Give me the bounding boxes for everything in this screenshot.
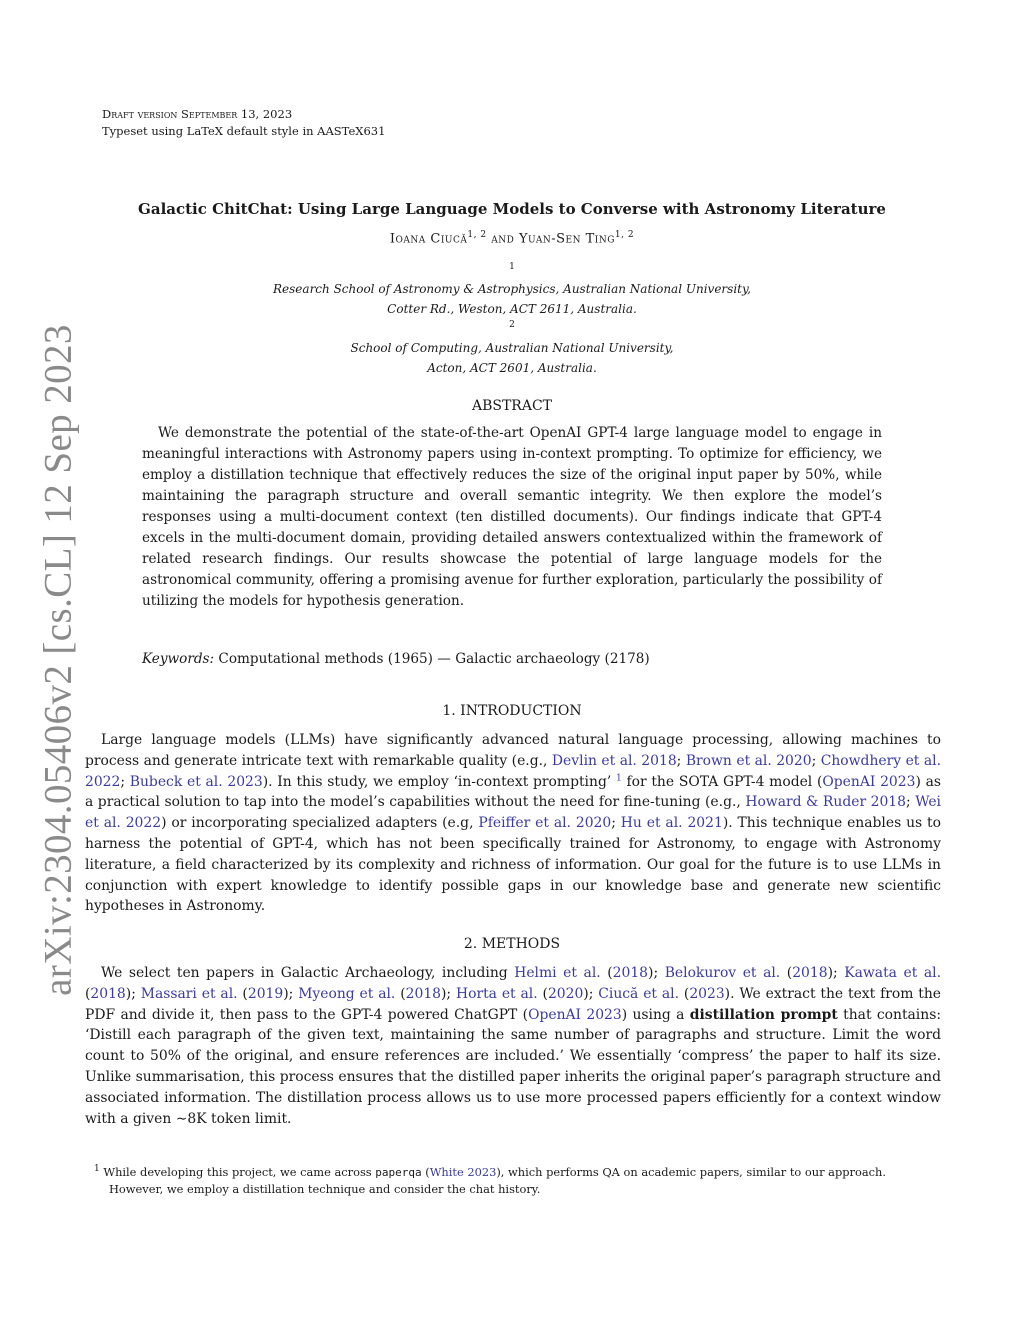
footnote-line: However, we employ a distillation technique and consider the chat history.: [109, 1182, 541, 1196]
citation-year-link[interactable]: 2020: [547, 985, 584, 1002]
keywords-text: Computational methods (1965) — Galactic archaeology (2178): [218, 651, 650, 667]
affiliation-line: Acton, ACT 2601, Australia.: [427, 360, 597, 375]
keywords-label: Keywords:: [142, 651, 215, 667]
citation-link[interactable]: Massari et al.: [140, 985, 238, 1002]
citation-link[interactable]: Myeong et al.: [298, 985, 396, 1002]
citation-link[interactable]: Pfeiffer et al. 2020: [478, 815, 612, 832]
citation-year-link[interactable]: 2018: [612, 965, 649, 981]
section-heading-introduction: 1. INTRODUCTION: [442, 703, 582, 719]
citation-link[interactable]: OpenAI 2023: [822, 773, 916, 790]
citation-link[interactable]: Chowdhery et al. 2022: [85, 752, 941, 790]
arxiv-sidebar-identifier: [36, 300, 80, 1020]
citation-link[interactable]: Ciucă et al.: [598, 985, 680, 1002]
citation-year-link[interactable]: 2018: [792, 965, 828, 981]
footnote-marker[interactable]: 1: [616, 772, 622, 783]
author-affiliation-marks: 1, 2: [467, 230, 487, 240]
footnote-number: 1: [94, 1164, 100, 1175]
author-name: Yuan-Sen Ting: [518, 231, 615, 247]
citation-link[interactable]: Devlin et al. 2018: [551, 752, 677, 769]
arxiv-id-text: arXiv:2304.05406v2 [cs.CL] 12 Sep 2023: [36, 324, 80, 996]
citation-year-link[interactable]: 2018: [90, 985, 126, 1002]
affiliation-number: 2: [509, 320, 515, 330]
citation-link[interactable]: Brown et al. 2020: [685, 752, 812, 769]
citation-link[interactable]: White 2023: [429, 1165, 497, 1179]
affiliation-line: Research School of Astronomy & Astrophysics, Australian National University,: [273, 282, 751, 296]
citation-link[interactable]: OpenAI 2023: [528, 1006, 622, 1023]
affiliation-block: [84, 280, 940, 319]
code-term: paperqa: [375, 1166, 422, 1179]
typeset-line: Typeset using LaTeX default style in AASTeX631: [102, 124, 386, 138]
introduction-paragraph: Large language models (LLMs) have significantly advanced natural language processing, allowing machines to process and generate intricate text with remarkable quality (e.g., Devlin et al. 2018; Brown et al. 2020; Chowdhery et al. 2022; Bubeck et al. 2023). In this study, we employ ‘in-context prompting’ $^1$ for the SOTA GPT-4 model (OpenAI 2023) as a practical solution to tap into the model’s capabilities without the need for fine-tuning (e.g., Howard & Ruder 2018; Wei et al. 2022) or incorporating specialized adapters (e.g, Pfeiffer et al. 2020; Hu et al. 2021). This technique enables us to harness the potential of GPT-4, which has not been specifically trained for Astronomy, to engage with Astronomy literature, a field characterized by its complexity and richness of information. Our goal for the future is to use LLMs in conjunction with expert knowledge to identify possible gaps in our knowledge base and generate new scientific hypotheses in Astronomy.: [85, 732, 942, 915]
citation-year-link[interactable]: 2019: [247, 985, 284, 1002]
citation-link[interactable]: Bubeck et al. 2023: [129, 773, 263, 790]
keywords: [142, 651, 650, 667]
draft-header: [102, 106, 385, 140]
draft-version-line: Draft version September 13, 2023: [102, 107, 293, 121]
paper-title: Galactic ChitChat: Using Large Language Models to Converse with Astronomy Literature: [138, 200, 886, 218]
author-affiliation-marks: 1, 2: [614, 230, 635, 240]
affiliation-line: Cotter Rd., Weston, ACT 2611, Australia.: [387, 301, 637, 316]
citation-link[interactable]: Belokurov et al.: [664, 965, 781, 981]
citation-link[interactable]: Wei et al. 2022: [85, 794, 941, 832]
citation-link[interactable]: Helmi et al.: [514, 965, 601, 981]
citation-link[interactable]: Howard & Ruder 2018: [745, 794, 906, 811]
affiliation-number: 1: [509, 262, 515, 272]
author-list: [84, 230, 940, 246]
author-name: Ioana Ciucă: [389, 231, 468, 247]
citation-link[interactable]: Kawata et al.: [844, 965, 941, 981]
bold-term: distillation prompt: [689, 1006, 838, 1023]
author-conjunction: and: [491, 231, 515, 247]
affiliation-line: School of Computing, Australian National University,: [350, 341, 674, 355]
citation-year-link[interactable]: 2023: [689, 985, 725, 1002]
citation-link[interactable]: Horta et al.: [455, 985, 538, 1002]
methods-paragraph: We select ten papers in Galactic Archaeology, including Helmi et al. (2018); Belokurov et al. (2018); Kawata et al. (2018); Massari et al. (2019); Myeong et al. (2018); Horta et al. (2020); Ciucă et al. (2023). We extract the text from the PDF and divide it, then pass to the GPT-4 powered ChatGPT (OpenAI 2023) using a distillation prompt that contains: ‘Distill each paragraph of the given text, maintaining the same number of paragraphs and structure. Limit the word count to 50% of the original, and ensure references are included.’ We essentially ‘compress’ the paper to half its size. Unlike summarisation, this process ensures that the distilled paper inherits the original paper’s paragraph structure and associated information. The distillation process allows us to use more processed papers efficiently for a context window with a given ∼8K token limit.: [85, 965, 942, 1127]
citation-year-link[interactable]: 2018: [405, 985, 442, 1002]
affiliation-block: [84, 339, 940, 378]
abstract-heading: ABSTRACT: [471, 398, 553, 414]
abstract-text: We demonstrate the potential of the state-of-the-art OpenAI GPT-4 large language model to engage in meaningful interactions with Astronomy papers using in-context prompting. To optimize for efficiency, we employ a distillation technique that effectively reduces the size of the original input paper by 50%, while maintaining the paragraph structure and overall semantic integrity. We then explore the model’s responses using a multi-document context (ten distilled documents). Our findings indicate that GPT-4 excels in the multi-document domain, providing detailed answers contextualized within the framework of related research findings. Our results showcase the potential of large language models for the astronomical community, offering a promising avenue for further exploration, particularly the possibility of utilizing the models for hypothesis generation.: [142, 425, 882, 609]
citation-link[interactable]: Hu et al. 2021: [620, 815, 723, 832]
footnote: $^1$ While developing this project, we came across paperqa (White 2023), which performs QA on academic papers, similar to our approach. However, we employ a distillation technique and consider the chat history.: [94, 1164, 966, 1198]
section-heading-methods: 2. METHODS: [463, 936, 561, 952]
